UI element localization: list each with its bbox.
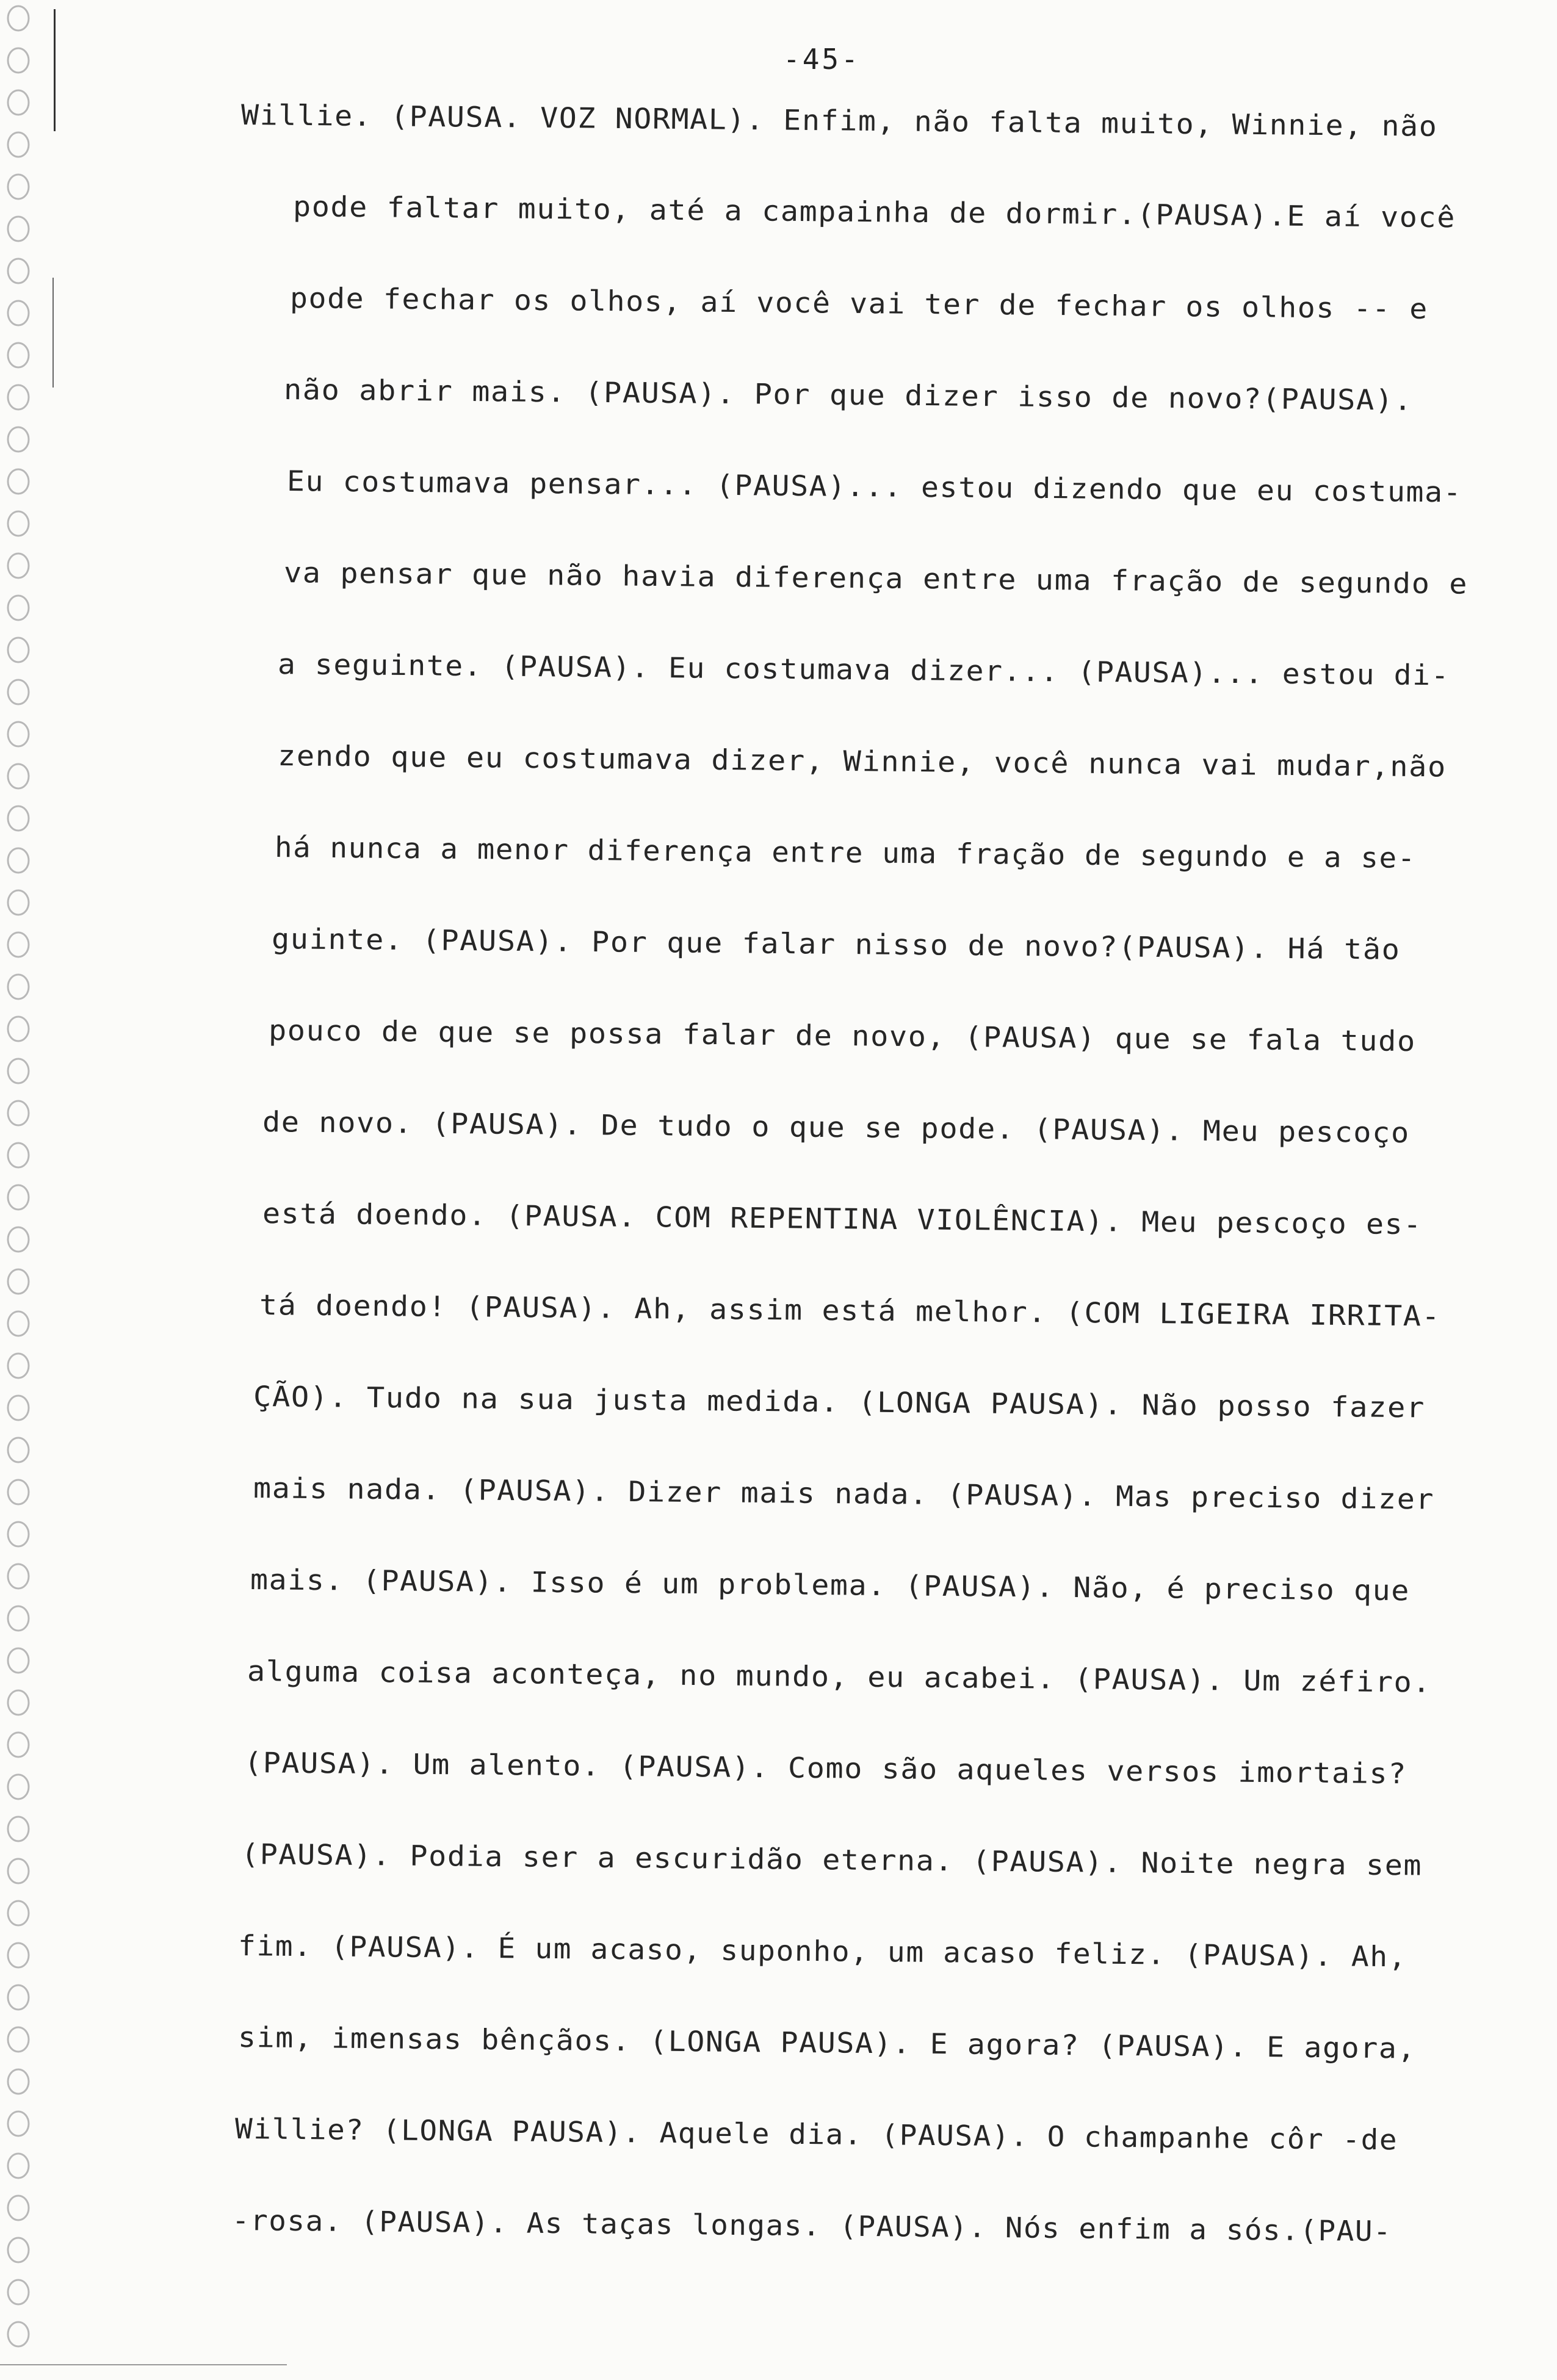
text-line: sim, imensas bênçãos. (LONGA PAUSA). E agora? (PAUSA). E agora, [237,2021,1417,2065]
text-line: não abrir mais. (PAUSA). Por que dizer isso de novo?(PAUSA). [283,373,1413,417]
text-line: ÇÃO). Tudo na sua justa medida. (LONGA PAUSA). Não posso fazer [253,1380,1426,1424]
text-line: mais nada. (PAUSA). Dizer mais nada. (PAUSA). Mas preciso dizer [253,1471,1435,1516]
text-line: Willie. (PAUSA. VOZ NORMAL). Enfim, não falta muito, Winnie, não [240,98,1438,143]
text-line: fim. (PAUSA). É um acaso, suponho, um acaso feliz. (PAUSA). Ah, [237,1929,1407,1974]
text-line: va pensar que não havia diferença entre uma fração de segundo e [283,556,1468,600]
text-line: guinte. (PAUSA). Por que falar nisso de novo?(PAUSA). Há tão [271,922,1401,966]
text-line: pouco de que se possa falar de novo, (PAUSA) que se fala tudo [268,1014,1417,1058]
text-line: -rosa. (PAUSA). As taças longas. (PAUSA). Nós enfim a sós.(PAU- [231,2204,1392,2248]
text-line: de novo. (PAUSA). De tudo o que se pode. (PAUSA). Meu pescoço [262,1105,1411,1150]
text-line: alguma coisa aconteça, no mundo, eu acabei. (PAUSA). Um zéfiro. [247,1654,1432,1699]
text-line: (PAUSA). Um alento. (PAUSA). Como são aqueles versos imortais? [244,1746,1407,1790]
page-number: -45- [783,43,861,76]
text-line: zendo que eu costumava dizer, Winnie, você nunca vai mudar,não [277,739,1447,784]
text-line: Willie? (LONGA PAUSA). Aquele dia. (PAUSA). O champanhe côr -de [234,2112,1398,2157]
text-line: há nunca a menor diferença entre uma fração de segundo e a se- [274,831,1417,874]
text-line: mais. (PAUSA). Isso é um problema. (PAUSA). Não, é preciso que [250,1563,1411,1607]
text-line: pode fechar os olhos, aí você vai ter de fechar os olhos -- e [289,281,1429,325]
text-line: Eu costumava pensar... (PAUSA)... estou dizendo que eu costuma- [286,464,1462,509]
bottom-edge-mark [0,2364,287,2365]
text-line: tá doendo! (PAUSA). Ah, assim está melhor. (COM LIGEIRA IRRITA- [259,1288,1441,1333]
text-line: a seguinte. (PAUSA). Eu costumava dizer... (PAUSA)... estou di- [277,647,1450,692]
text-line: pode faltar muito, até a campainha de dormir.(PAUSA).E aí você [292,190,1456,234]
text-line: (PAUSA). Podia ser a escuridão eterna. (PAUSA). Noite negra sem [240,1837,1423,1882]
text-line: está doendo. (PAUSA. COM REPENTINA VIOLÊNCIA). Meu pescoço es- [262,1197,1423,1241]
